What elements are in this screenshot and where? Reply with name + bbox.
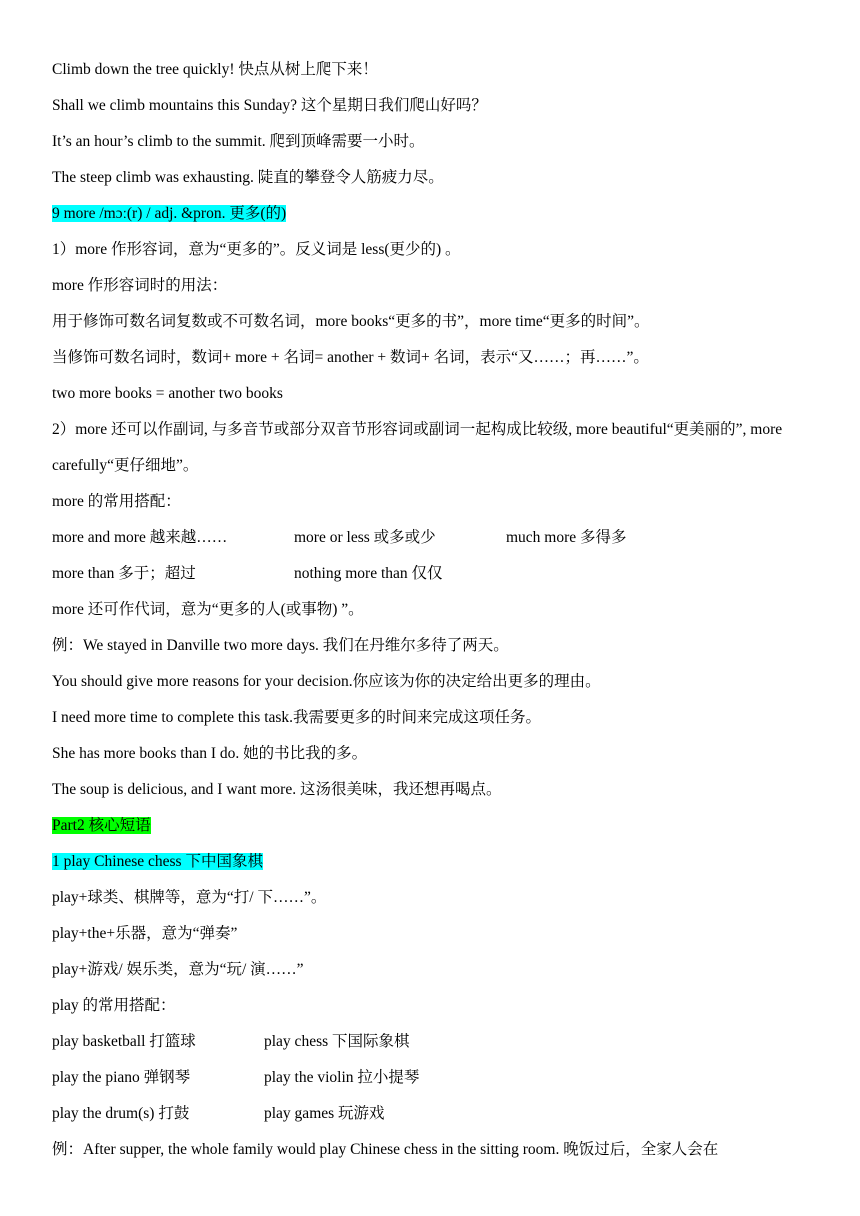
section-heading-part2: [52, 814, 151, 838]
paragraph: play+游戏/ 娱乐类，意为“玩/ 演……”: [52, 961, 304, 978]
paragraph: play 的常用搭配：: [52, 997, 176, 1014]
paragraph: 当修饰可数名词时，数词+ more + 名词= another + 数词+ 名词，表示“又……；再……”。: [52, 349, 649, 366]
example-sentence: Climb down the tree quickly! 快点从树上爬下来！: [52, 61, 378, 78]
example-sentence: It’s an hour’s climb to the summit. 爬到顶峰需要一小时。: [52, 133, 425, 150]
paragraph: play+the+乐器，意为“弹奏”: [52, 925, 238, 942]
paragraph: two more books = another two books: [52, 385, 283, 402]
phrase-heading-text: 1 play Chinese chess 下中国象棋: [52, 853, 263, 870]
vocab-heading-text: 9 more /mɔː(r) / adj. &pron. 更多(的): [52, 205, 287, 222]
vocab-heading-more: [52, 202, 286, 226]
example-sentence: 例：After supper, the whole family would play Chinese chess in the sitting room. 晚饭过后，全家人会在: [52, 1141, 719, 1158]
phrase-heading-play-chess: [52, 850, 263, 874]
phrase-item: play the piano 弹钢琴: [52, 1069, 191, 1086]
phrase-item: nothing more than 仅仅: [294, 565, 443, 582]
paragraph: 用于修饰可数名词复数或不可数名词，more books“更多的书”，more time“更多的时间”。: [52, 313, 650, 330]
paragraph: 2）more 还可以作副词, 与多音节或部分双音节形容词或副词一起构成比较级, more beautiful“更美丽的”, more carefully“更仔细地”。: [52, 421, 783, 474]
paragraph: 1）more 作形容词，意为“更多的”。反义词是 less(更少的) 。: [52, 241, 461, 258]
paragraph: play+球类、棋牌等，意为“打/ 下……”。: [52, 889, 327, 906]
phrase-item: play games 玩游戏: [264, 1105, 385, 1122]
phrase-item: much more 多得多: [506, 529, 627, 546]
section-heading-text: Part2 核心短语: [52, 817, 151, 834]
paragraph: more 作形容词时的用法：: [52, 277, 228, 294]
paragraph: more 的常用搭配：: [52, 493, 181, 510]
phrase-item: more and more 越来越……: [52, 529, 228, 546]
example-sentence: Shall we climb mountains this Sunday? 这个星期日我们爬山好吗？: [52, 97, 487, 114]
phrase-item: play the violin 拉小提琴: [264, 1069, 420, 1086]
example-sentence: 例：We stayed in Danville two more days. 我们在丹维尔多待了两天。: [52, 637, 509, 654]
phrase-item: play chess 下国际象棋: [264, 1033, 410, 1050]
example-sentence: The soup is delicious, and I want more. 这汤很美味，我还想再喝点。: [52, 781, 502, 798]
paragraph: more 还可作代词，意为“更多的人(或事物) ”。: [52, 601, 364, 618]
example-sentence: The steep climb was exhausting. 陡直的攀登令人筋疲力尽。: [52, 169, 444, 186]
phrase-item: more than 多于；超过: [52, 565, 196, 582]
example-sentence: You should give more reasons for your decision.你应该为你的决定给出更多的理由。: [52, 673, 601, 690]
phrase-item: play basketball 打篮球: [52, 1033, 196, 1050]
example-sentence: I need more time to complete this task.我需要更多的时间来完成这项任务。: [52, 709, 542, 726]
phrase-item: play the drum(s) 打鼓: [52, 1105, 190, 1122]
example-sentence: She has more books than I do. 她的书比我的多。: [52, 745, 368, 762]
phrase-item: more or less 或多或少: [294, 529, 436, 546]
